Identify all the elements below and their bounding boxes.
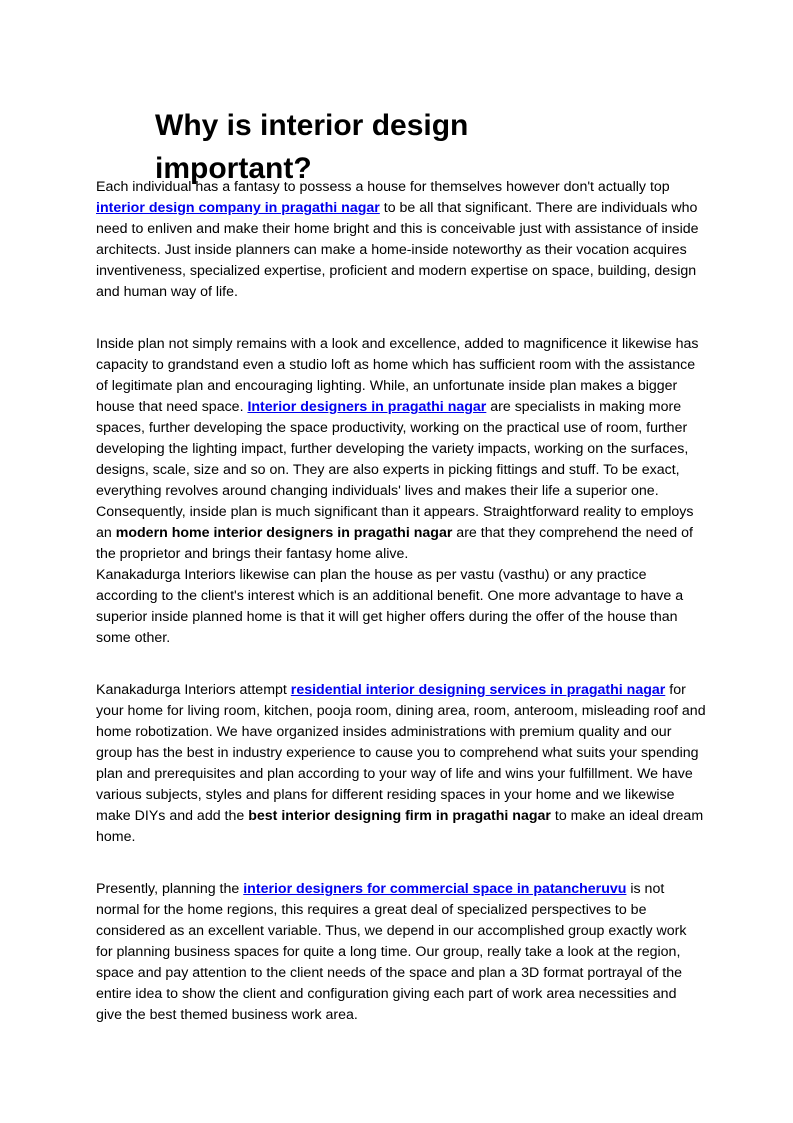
commercial-space-link[interactable]: interior designers for commercial space in patancheruvu — [243, 881, 627, 897]
paragraph-2-text-c: are that they comprehend the need of the proprietor and brings their fantasy home alive. — [96, 525, 693, 562]
paragraph-4 — [96, 680, 706, 848]
interior-designers-link[interactable]: Interior designers in pragathi nagar — [247, 399, 487, 415]
paragraph-1-text-a: Each individual has a fantasy to possess a house for themselves however don't actually top — [96, 179, 670, 195]
paragraph-2 — [96, 334, 706, 565]
page-title: Why is interior design important? — [155, 109, 469, 185]
interior-design-company-link[interactable]: interior design company in pragathi nagar — [96, 200, 380, 216]
article-body — [96, 177, 706, 1026]
paragraph-2-text-a: Inside plan not simply remains with a look and excellence, added to magnificence it likewise has capacity to grandstand even a studio loft as home which has sufficient room with the assistance of legitimate plan and encouraging lighting. While, an unfortunate inside plan makes a bigger house that need space. — [96, 336, 699, 415]
paragraph-4-text-b: for your home for living room, kitchen, pooja room, dining area, room, anteroom, misleading roof and home robotization. We have organized insides administrations with premium quality and our group has the best in industry experience to cause you to comprehend what suits your spending plan and prerequisites and plan according to your way of life and wins your fulfillment. We have various subjects, styles and plans for different residing spaces in your home and we likewise make DIYs and add the — [96, 682, 706, 824]
paragraph-2-bold-phrase: modern home interior designers in pragathi nagar — [115, 525, 453, 541]
paragraph-5-text-a: Presently, planning the — [96, 881, 244, 897]
paragraph-5-text-b: is not normal for the home regions, this requires a great deal of specialized perspectives to be considered as an excellent variable. Thus, we depend in our accomplished group exactly work for planning business spaces for quite a long time. Our group, really take a look at the region, space and pay attention to the client needs of the space and plan a 3D format portrayal of the entire idea to show the client and configuration giving each part of work area necessities and give the best themed business work area. — [96, 881, 687, 1023]
paragraph-4-text-c: to make an ideal dream home. — [96, 808, 704, 845]
paragraph-gap — [96, 303, 706, 334]
paragraph-1-text-b: to be all that significant. There are individuals who need to enliven and make their home bright and this is conceivable just with assistance of inside architects. Just inside planners can make a home-inside noteworthy as their vocation acquires inventiveness, specialized expertise, proficient and modern expertise on space, building, design and human way of life. — [96, 200, 699, 300]
paragraph-5 — [96, 879, 706, 1026]
paragraph-4-bold-phrase: best interior designing firm in pragathi nagar — [248, 808, 551, 824]
paragraph-3: Kanakadurga Interiors likewise can plan the house as per vastu (vasthu) or any practice according to the client's interest which is an additional benefit. One more advantage to have a superior inside planned home is that it will get higher offers during the offer of the house than some other. — [96, 567, 684, 646]
paragraph-2-text-b: are specialists in making more spaces, further developing the space productivity, working on the practical use of room, further developing the lighting impact, further developing the variety impacts, working on the surfaces, designs, scale, size and so on. They are also experts in picking fittings and stuff. To be exact, everything revolves around changing individuals' lives and makes their life a superior one. Consequently, inside plan is much significant than it appears. Straightforward reality to employs an — [96, 399, 694, 541]
paragraph-gap — [96, 649, 706, 680]
paragraph-4-text-a: Kanakadurga Interiors attempt — [96, 682, 291, 698]
paragraph-1 — [96, 177, 706, 303]
paragraph-gap — [96, 848, 706, 879]
residential-services-link[interactable]: residential interior designing services in pragathi nagar — [290, 682, 666, 698]
